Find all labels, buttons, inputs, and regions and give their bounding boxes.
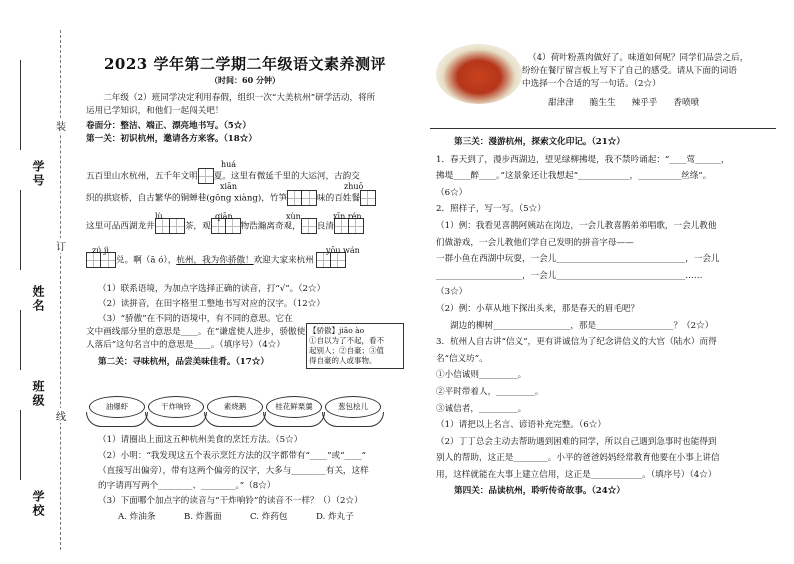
s2-q2-line-1: （2）小明：“我发现这五个表示烹饪方法的汉字都带有“____”或“____” (98, 451, 367, 461)
pinyin-xian: xiān (220, 182, 237, 191)
pinyin-zhuo: zhuō (344, 182, 364, 191)
proverb-3[interactable]: ③诚信者，_________。 (436, 403, 527, 414)
dish-4[interactable]: 桂花鲜栗羹 (266, 396, 322, 418)
option-d[interactable]: D. 炸丸子 (316, 512, 354, 522)
bowl-1 (86, 412, 148, 427)
binding-line (60, 30, 61, 550)
exam-title: 2023 学年第二学期二年级语文素养测评 (104, 55, 386, 73)
s1-q3-line-1: （3）“骄傲”在不同的语境中，有不同的意思。它在 (98, 314, 293, 324)
option-a[interactable]: A. 炸油条 (118, 512, 156, 522)
s3-q2-score: （3☆） (436, 287, 468, 298)
food-photo (436, 44, 522, 104)
section-1-title: 第一关：初识杭州，邀请各方来客。（18☆） (86, 134, 257, 144)
class-blank[interactable] (20, 310, 21, 370)
name-label: 姓名 (31, 285, 45, 313)
dish-3[interactable]: 素烧鹅 (207, 396, 263, 418)
s3-q3-sub2-line-3: 用，这样就能在大事上建立信用，这正是____________。（填序号）（4☆） (436, 469, 717, 480)
tianzige-zhuo[interactable] (360, 190, 376, 206)
ding-mark: 订 (56, 238, 66, 253)
pinyin-hua: huá (221, 160, 237, 169)
proverb-2[interactable]: ②平时带着人，_________。 (436, 386, 544, 397)
xian-mark: 线 (56, 408, 66, 423)
s3-q3-sub1: （1）请把以上名言、谚语补充完整。（6☆） (436, 420, 606, 431)
proverb-1[interactable]: ①小信诚则_________。 (436, 370, 527, 381)
pinyin-youwan: yōu wán (326, 246, 360, 255)
s3-q2-blank-3: 湖边的柳树__________________，那是__________________？（2☆） (450, 320, 714, 331)
option-c[interactable]: C. 炸药包 (250, 512, 288, 522)
name-blank[interactable] (20, 190, 21, 270)
school-blank[interactable] (20, 410, 21, 480)
s2-q4-line-1: （4）荷叶粉蒸肉做好了。味道如何呢？同学们品尝之后， (528, 53, 749, 63)
tianzige-hua[interactable] (198, 168, 214, 184)
pinyin-qian: qiān (215, 212, 233, 221)
s3-q2-example-3: （2）例：小草从地下探出头来，那是春天的眉毛吧？ (436, 303, 640, 314)
pinyin-xun: xùn (286, 212, 301, 221)
s3-q1-line-1: 1．春天到了，漫步西湖边，望见绿柳拂堤，我不禁吟诵起：“____莺______， (436, 154, 730, 165)
class-label: 班级 (31, 380, 45, 408)
number-blank[interactable] (20, 60, 21, 150)
s2-q4-line-3: 中选择一个合适的写一句话。（2☆） (522, 79, 661, 89)
bowl-3 (204, 412, 266, 427)
s3-q2-blank-2[interactable]: ____________________，一会儿______________________________…… (436, 270, 703, 281)
s1-q2: （2）读拼音，在田字格里工整地书写对应的汉字。（12☆） (98, 299, 325, 309)
neatness-score: 卷面分：整洁、端正、漂亮地书写。（5☆） (86, 121, 251, 131)
bowl-2 (145, 412, 207, 427)
s1-q3-line-3: 人落后”这句名言中的意思是____。（填序号）（4☆） (86, 340, 285, 350)
answer-line[interactable] (430, 128, 776, 129)
option-b[interactable]: B. 炸酱面 (184, 512, 222, 522)
underlined-phrase: 杭州，我为你骄傲！ (176, 255, 254, 266)
pinyin-lu: lù (155, 212, 163, 221)
s2-q2-line-2: （直接写出偏旁），带有这两个偏旁的汉字，大多与________有关，这样 (98, 466, 369, 476)
pinyin-zuji: zú jì (92, 246, 109, 255)
passage: 五百里山水杭州，五千年文明 夏。这里有微延千里的大运河，古韵交 织的拱宸桥，自古繁华的铜蝉巷(gōng xiàng)，竹笋 味的百姓餐 这里可品西湖龙井 茶，观 物浩瀚离奇观， 良清 兑。啊（ā ó），杭州，我为你骄傲！欢迎大家来杭州 (86, 168, 426, 274)
s3-q1-line-2: 拂堤____醉____。”这景象还让我想起“____________，__________丝绦”。 (436, 171, 712, 182)
exam-time: （时间：60 分钟） (210, 75, 280, 85)
s3-q3-sub2-line-2: 别人的帮助，这正是________。小平的爸爸妈妈经常教育他要在小事上讲信 (436, 453, 720, 464)
s2-q4-line-2: 纷纷在餐厅留言板上写下了自己的感受。请从下面的词语 (522, 66, 737, 76)
dish-5[interactable]: 葱包桧儿 (325, 396, 381, 418)
s3-q3-sub2-line-1: （2）丁丁总会主动去帮助遇到困难的同学，所以自己遇到急事时也能得到 (436, 436, 717, 447)
s3-q3-line-2: 名“信义坊”。 (436, 353, 488, 364)
section-2-title: 第二关：寻味杭州，品尝美味佳肴。（17☆） (98, 357, 269, 367)
section-3-title: 第三关：漫游杭州，探索文化印记。（21☆） (454, 137, 625, 147)
passage-line-1: 五百里山水杭州，五千年文明 (86, 171, 198, 182)
s3-q1-score: （6☆） (436, 187, 468, 198)
bowl-4 (263, 412, 325, 427)
tianzige-xian[interactable] (287, 190, 317, 206)
zhuang-mark: 装 (56, 118, 66, 133)
word-2[interactable]: 脆生生 (589, 98, 616, 108)
s3-q2-example-2: 们做游戏，一会儿教他们学自己发明的拼音字母—— (436, 237, 634, 248)
s2-q3: （3）下面哪个加点字的读音与“干炸响铃”的读音不一样？（）（2☆） (98, 496, 363, 506)
dish-1[interactable]: 油爆虾 (89, 396, 145, 418)
passage-line-2: 织的拱宸桥，自古繁华的铜蝉巷(gōng xiàng)，竹笋 (86, 193, 287, 204)
word-1[interactable]: 甜津津 (548, 98, 574, 108)
school-label: 学校 (31, 490, 45, 518)
intro-line-1: 二年级（2）班同学决定利用春假，组织一次“大美杭州”研学活动，将所 (103, 93, 376, 103)
s3-q2-title: 2．照样子，写一写。（5☆） (436, 204, 546, 215)
s1-q1: （1）联系语境，为加点字选择正确的读音，打“√”。（2☆） (98, 284, 326, 294)
glossary-box: 【骄傲】jiāo ào ①自以为了不起，看不 起别人；②自豪；③值 得自豪的人或事物。 (306, 323, 404, 369)
bowl-5 (322, 412, 384, 427)
s2-q1: （1）请圈出上面这五种杭州美食的烹饪方法。（5☆） (98, 435, 303, 445)
s2-q2-line-3: 的字请再写两个________、________。”（8☆） (98, 481, 276, 491)
pinyin-xinren: xīn rén (333, 212, 362, 221)
section-4-title: 第四关：品读杭州，聆听传奇故事。（24☆） (454, 486, 625, 497)
word-4[interactable]: 香喷喷 (673, 98, 700, 108)
word-3[interactable]: 辣乎乎 (631, 98, 658, 108)
dish-2[interactable]: 干炸响铃 (148, 396, 204, 418)
s1-q3-line-2: 文中画线部分里的意思是____。在“谦虚使人进步，骄傲使 (86, 327, 306, 337)
intro-line-2: 运用已学知识，和他们一起闯关吧！ (86, 106, 224, 116)
tianzige-xun[interactable] (301, 218, 317, 234)
s3-q3-line-1: 3．杭州人自古讲“信义”，更有讲诚信为了纪念讲信义的大官（陆水）而得 (436, 337, 717, 348)
s3-q2-example-1: （1）例：我看见喜鹊阿姨站在岗边，一会儿教喜鹊弟弟唱歌，一会儿教他 (436, 220, 717, 231)
number-label: 学号 (31, 160, 45, 188)
s3-q2-blank-1[interactable]: 一群小鱼在西湖中玩耍，一会儿______________________________，一会儿 (436, 254, 720, 265)
